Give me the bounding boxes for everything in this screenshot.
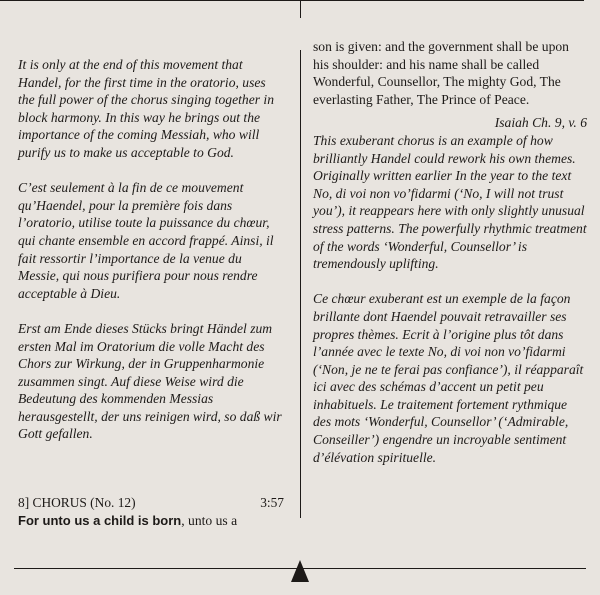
right-column [313,38,587,466]
english-commentary: It is only at the end of this movement that Handel, for the first time in the oratorio, uses the full power of the chorus singing together in block harmony. In this way he brings out the importance of the coming Messiah, who will purify us to make us acceptable to God. [18,57,274,160]
track-heading [18,494,284,512]
lyrics-first-line: , unto us a [181,513,238,528]
track-label: CHORUS (No. 12) [32,495,136,510]
french-note: Ce chœur exuberant est un exemple de la façon brillante dont Haendel pouvait retravailler ses propres thèmes. Ecrit à l’origine plus tôt dans l’année avec le texte No, di voi non vo’fidarmi (‘Non, je ne te ferai pas confiance’), il réapparaît ici avec des schémas d’accent un petit peu inhabituels. Le traitement fortement rythmique des mots ‘Wonderful, Counsellor’ (‘Admirable, Conseiller’) engendre un incroyable sentiment d’élévation spirituelle. [313,291,584,465]
left-column [18,56,284,443]
triangle-up-icon [291,560,309,582]
scripture-reference: Isaiah Ch. 9, v. 6 [494,115,587,131]
lyrics-continuation: son is given: and the government shall be upon his shoulder: and his name shall be called Wonderful, Counsellor, The mighty God, The everlasting Father, The Prince of Peace. [313,39,569,107]
chorus-title: For unto us a child is born [18,513,182,528]
column-divider [300,50,301,518]
track-duration: 3:57 [260,495,284,510]
track-number: 8] [18,495,30,510]
english-note: This exuberant chorus is an example of how brilliantly Handel could rework his own themes. Originally written earlier In the year to the text No, di voi non vo’fidarmi (‘No, I will not trust you’), it reappears here with only slightly unusual stress patterns. The powerfully rhythmic treatment of the words ‘Wonderful, Counsellor’ is tremendously uplifting. [313,132,587,272]
lyrics-start [18,512,288,530]
top-tick [300,0,301,18]
german-commentary: Erst am Ende dieses Stücks bringt Händel zum ersten Mal im Oratorium die volle Macht des Chors zur Wirkung, der in Gruppenharmonie zusammen singt. Auf diese Weise wird die Bedeutung des kommenden Messias herausgestellt, der uns reinigen wird, so daß wir Gott gefallen. [18,320,282,442]
top-rule [0,0,584,1]
french-commentary: C’est seulement à la fin de ce mouvement qu’Haendel, pour la première fois dans l’oratorio, utilise toute la puissance du chœur, qui chante ensemble en accord frappé. Ainsi, il fait ressortir l’importance de la venue du Messie, qui nous purifiera pour nous rendre acceptable à Dieu. [18,180,274,301]
